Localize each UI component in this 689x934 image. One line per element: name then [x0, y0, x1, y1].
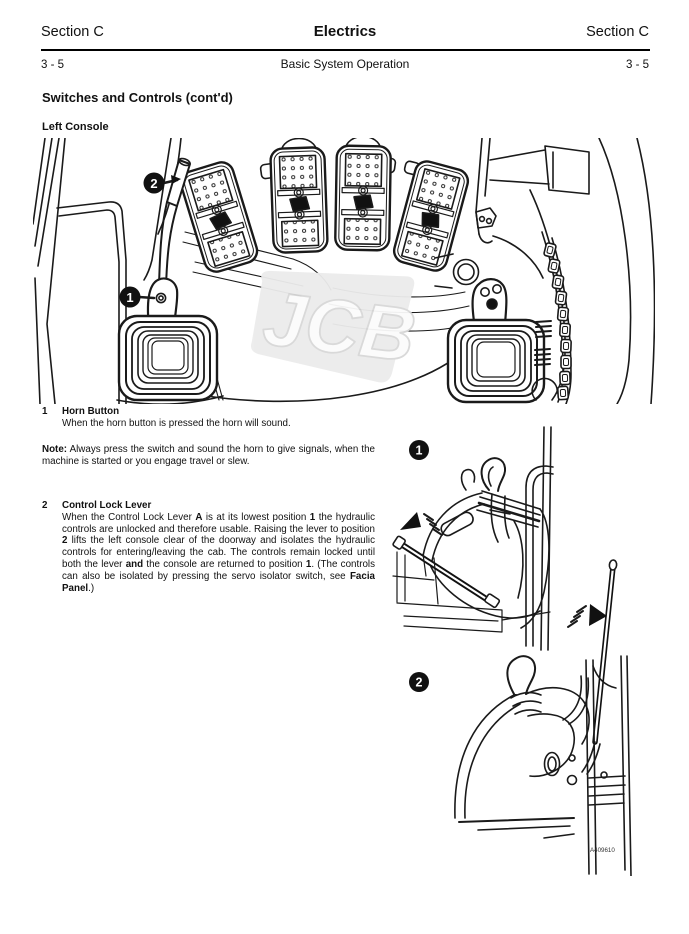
page-header	[41, 23, 649, 40]
item-1-title: Horn Button	[62, 406, 120, 417]
item-2-number: 2	[42, 500, 48, 511]
item-1-body: When the horn button is pressed the horn will sound.	[62, 417, 291, 429]
header-section-right: Section C	[586, 24, 649, 40]
pedal-1	[178, 159, 260, 274]
artwork-number: A409610	[590, 847, 615, 854]
lock-lever-position-1	[392, 536, 500, 608]
page-title: Electrics	[313, 23, 377, 40]
left-console-illustration	[33, 138, 655, 404]
horn-button	[156, 293, 165, 302]
page-number-right: 3 - 5	[625, 59, 649, 71]
page-subheader	[41, 57, 649, 71]
item-1-number: 1	[42, 406, 48, 417]
header-rule	[41, 49, 650, 51]
door-frame	[563, 656, 631, 876]
callout-2-number: 2	[150, 175, 158, 191]
right-joystick	[435, 254, 544, 402]
door-latch-assembly	[476, 138, 589, 243]
lock-lever-positions-illustration	[392, 424, 684, 876]
arrow-right	[568, 604, 607, 627]
callout-1-badge	[409, 440, 429, 460]
console-guard-frame	[57, 202, 126, 404]
page-subtitle: Basic System Operation	[280, 57, 410, 71]
callout-1-number: 1	[126, 289, 134, 305]
jcb-watermark-text: JCB	[258, 275, 420, 379]
pedal-3	[335, 146, 391, 251]
note-paragraph: Note: Always press the switch and sound the horn to give signals, when the machine is started or you engage travel or slew.	[42, 444, 375, 467]
view-position-1	[392, 427, 553, 650]
item-1	[42, 406, 375, 430]
header-section-left: Section C	[41, 24, 104, 40]
item-2-title: Control Lock Lever	[62, 500, 152, 511]
page-number-left: 3 - 5	[41, 59, 65, 71]
callout-2-number: 2	[415, 675, 423, 690]
cab-pillar-left	[33, 138, 65, 404]
section-heading: Switches and Controls (cont'd)	[42, 90, 233, 105]
pedal-4	[391, 159, 470, 273]
callout-1-number: 1	[415, 443, 423, 458]
jcb-watermark	[248, 259, 421, 386]
callout-2-badge	[409, 672, 429, 692]
pedal-group	[178, 138, 471, 275]
subsection-heading: Left Console	[42, 121, 109, 133]
item-2-body: When the Control Lock Lever A is at its lowest position 1 the hydraulic controls are unlocked and therefore usable. Raising the lever to position 2 lifts the left console clear of the doorway and isolates the hydraulic controls for entering/leaving the cab. The controls remain locked until both the lever and the console are returned to position 1. (The controls can also be isolated by pressing the servo isolator switch, see Facia Panel.)	[62, 511, 375, 594]
item-2	[42, 500, 375, 594]
pedal-2	[270, 147, 328, 253]
